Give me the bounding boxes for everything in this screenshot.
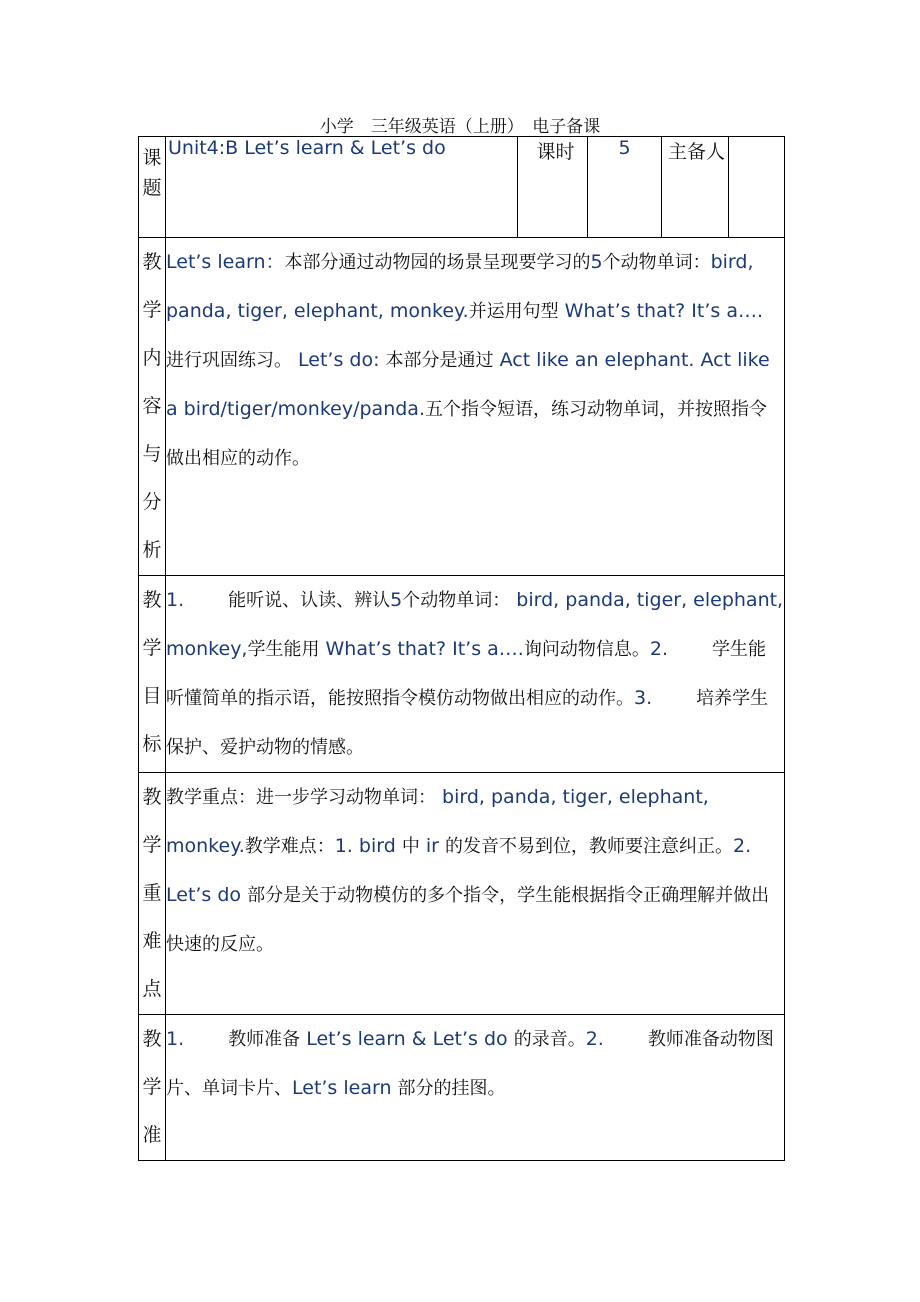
label-char: 教 <box>142 786 162 808</box>
preparer-value <box>729 137 785 238</box>
label-char: 学 <box>142 299 162 321</box>
section-label <box>139 1015 166 1161</box>
chinese-text: 个动物单词： <box>602 252 711 273</box>
english-text: Let’s do: <box>292 349 386 371</box>
label-char: 容 <box>142 395 162 417</box>
label-char: 与 <box>142 443 162 465</box>
label-char: 学 <box>142 834 162 856</box>
chinese-text: 学生能用 <box>247 639 320 660</box>
english-text: bird, panda, tiger, elephant, monkey. <box>166 251 754 322</box>
label-char: 内 <box>142 347 162 369</box>
english-text: Let’s learn & Let’s do <box>300 1028 514 1050</box>
chinese-text: 部分是关于动物模仿的多个指令，学生能根据指令正确理解并做出快速的反应。 <box>166 885 770 955</box>
english-text: 2. <box>585 1028 648 1050</box>
chinese-text: 本部分是通过 <box>385 350 494 371</box>
label-char: 目 <box>142 685 162 707</box>
english-text: 2. Let’s do <box>166 835 752 906</box>
english-text: What’s that? It’s a…. <box>558 300 764 322</box>
label-char: 学 <box>142 637 162 659</box>
chinese-text: 本部分通过动物园的场景呈现要学习的 <box>284 252 591 273</box>
label-char: 难 <box>142 930 162 952</box>
chinese-text: 学生能听懂简单的指示语，能按照指令模仿动物做出相应的动作。 <box>166 639 767 709</box>
section-content <box>166 576 785 773</box>
chinese-text: 部分的挂图。 <box>397 1078 506 1099</box>
english-text: 3. <box>634 687 697 709</box>
english-text: bird, panda, tiger, elephant, monkey. <box>166 786 709 857</box>
document-title: 小学 三年级英语（上册） 电子备课 <box>319 117 601 137</box>
section-row <box>139 238 785 576</box>
period-label: 课时 <box>518 137 588 238</box>
chinese-text: 询问动物信息。 <box>523 639 650 660</box>
chinese-text: 教师准备动物图片、单词卡片、 <box>166 1029 774 1099</box>
chinese-text: 教师准备 <box>228 1029 301 1050</box>
section-content <box>166 773 785 1015</box>
label-char: 标 <box>142 733 162 755</box>
label-char: 教 <box>142 1028 162 1050</box>
english-text: 2. <box>649 638 713 660</box>
english-text: ir <box>419 835 446 857</box>
chinese-text: 的录音。 <box>513 1029 586 1050</box>
english-text: What’s that? It’s a…. <box>319 638 524 660</box>
section-label <box>139 238 166 576</box>
label-char: 题 <box>142 177 162 199</box>
label-char: 重 <box>142 882 162 904</box>
chinese-text: 中 <box>401 836 420 857</box>
period-value: 5 <box>588 137 662 238</box>
label-char: 学 <box>142 1076 162 1098</box>
english-text: Let’s learn： <box>166 251 285 273</box>
lesson-plan-table <box>138 136 785 1161</box>
section-row <box>139 1015 785 1161</box>
topic-label <box>139 137 166 238</box>
section-content <box>166 1015 785 1161</box>
chinese-text: 个动物单词： <box>402 590 511 611</box>
label-char: 课 <box>142 147 162 169</box>
label-char: 析 <box>142 539 162 561</box>
english-text: bird, panda, tiger, elephant, monkey, <box>166 589 784 660</box>
chinese-text: 教学重点：进一步学习动物单词： <box>166 787 436 808</box>
label-char: 教 <box>142 589 162 611</box>
chinese-text: 的发音不易到位，教师要注意纠正。 <box>445 836 734 857</box>
chinese-text: 进行巩固练习。 <box>166 350 292 371</box>
label-char: 教 <box>142 251 162 273</box>
section-row <box>139 576 785 773</box>
english-text: Act like an elephant. Act like a bird/tiger/monkey/panda. <box>166 349 770 420</box>
chinese-text: 教学难点： <box>244 836 335 857</box>
section-label <box>139 773 166 1015</box>
label-char: 点 <box>142 978 162 1000</box>
preparer-label: 主备人 <box>662 137 729 238</box>
section-row <box>139 773 785 1015</box>
section-content <box>166 238 785 576</box>
english-text: 1. <box>166 1028 229 1050</box>
label-char: 分 <box>142 491 162 513</box>
english-text: 1. bird <box>334 835 402 857</box>
chinese-text: 培养学生保护、爱护动物的情感。 <box>166 688 769 758</box>
chinese-text: 并运用句型 <box>468 301 559 322</box>
english-text: 5 <box>590 251 603 273</box>
english-text: Let’s learn <box>292 1077 398 1099</box>
label-char: 准 <box>142 1124 162 1146</box>
header-row <box>139 137 785 238</box>
chinese-text: 五个指令短语，练习动物单词，并按照指令做出相应的动作。 <box>166 399 767 469</box>
unit-title: Unit4:B Let’s learn & Let’s do <box>166 137 518 238</box>
section-label <box>139 576 166 773</box>
english-text: 5 <box>390 589 403 611</box>
english-text: 1. <box>166 589 229 611</box>
chinese-text: 能听说、认读、辨认 <box>228 590 391 611</box>
